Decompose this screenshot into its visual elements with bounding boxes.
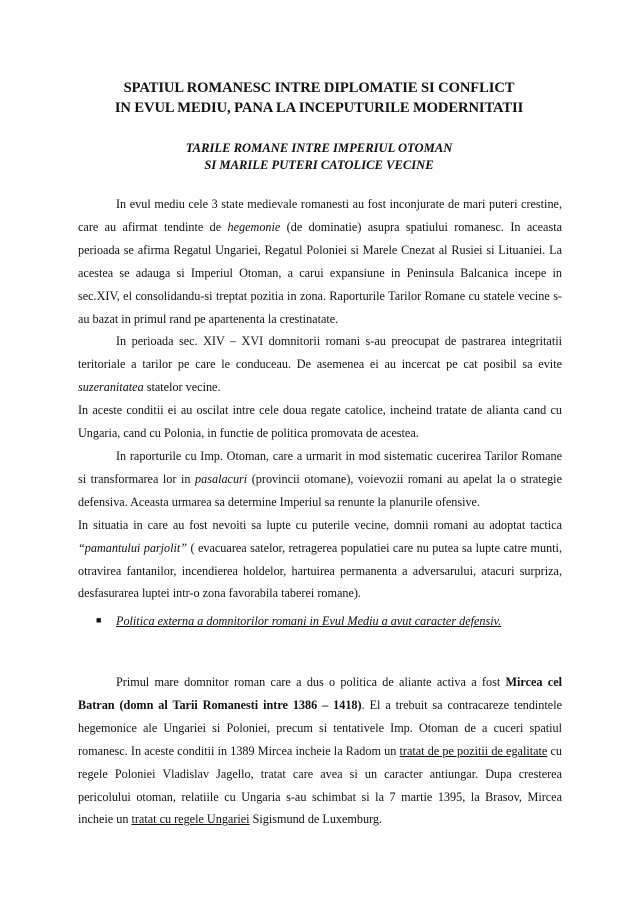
document-title <box>0 78 638 118</box>
underlined-treaty-equality: tratat de pe pozitii de egalitate <box>399 743 548 758</box>
title-line-1: SPATIUL ROMANESC INTRE DIPLOMATIE SI CONFLICT <box>123 80 515 96</box>
paragraph-6: Primul mare domnitor roman care a dus o politica de aliante activa a fost Mircea cel Batran (domn al Tarii Romanesti intre 1386 – 1418). El a trebuit sa contracareze tendintele hegemonice ale Ungariei si Poloniei, precum si tentativele Imp. Otoman de a cuceri spatiul romanesc. In aceste conditii in 1389 Mircea incheie la Radom un tratat de pe pozitii de egalitate cu regele Poloniei Vladislav Jagello, tratat care avea si un caracter antiungar. Dupa cresterea pericolului otoman, relatiile cu Ungaria s-au schimbat si la 7 martie 1395, la Brasov, Mircea incheie un tratat cu regele Ungariei Sigismund de Luxemburg. <box>78 675 562 827</box>
term-suzeranitatea: suzeranitatea <box>78 380 144 395</box>
underlined-treaty-hungary: tratat cu regele Ungariei <box>131 812 250 827</box>
term-pamantului-parjolit: “pamantului parjolit” <box>78 540 188 555</box>
bullet-list-item <box>96 610 501 631</box>
title-line-2: IN EVUL MEDIU, PANA LA INCEPUTURILE MODERNITATII <box>114 100 524 116</box>
body-block-1 <box>78 193 562 605</box>
paragraph-5: In situatia in care au fost nevoiti sa lupte cu puterile vecine, domnii romani au adoptat tactica “pamantului parjolit” ( evacuarea satelor, retragerea populatiei care nu putea sa lupte catre munti, otravirea fantanilor, incendierea holdelor, hartuirea permanenta a adversarului, atacuri surpriza, desfasurarea luptei intr-o zona favorabila taberei romane). <box>78 517 562 601</box>
bullet-text: Politica externa a domnitorilor romani in Evul Mediu a avut caracter defensiv. <box>116 614 502 628</box>
paragraph-1: In evul mediu cele 3 state medievale romanesti au fost inconjurate de mari puteri crestine, care au afirmat tendinte de hegemonie (de dominatie) asupra spatiului romanesc. In aceasta perioada se afirma Regatul Ungariei, Regatul Poloniei si Marele Cnezat al Rusiei si Lituaniei. La acestea se adauga si Imperiul Otoman, a carui expansiune in Peninsula Balcanica incepe in sec.XIV, el consolidandu-si treptat pozitia in zona. Raporturile Tarilor Romane cu statele vecine s-au bazat in primul rand pe apartenenta la crestinatate. <box>78 197 562 326</box>
mircea-cel-batran-heading: Mircea cel Batran (domn al Tarii Romanesti intre 1386 – 1418) <box>78 675 562 712</box>
term-hegemonie: hegemonie <box>227 219 281 234</box>
term-pasalacuri: pasalacuri <box>195 471 248 486</box>
paragraph-3: In aceste conditii ei au oscilat intre cele doua regate catolice, incheind tratate de alianta cand cu Ungaria, cand cu Polonia, in functie de politica promovata de acestea. <box>78 403 562 441</box>
subtitle-line-1: TARILE ROMANE INTRE IMPERIUL OTOMAN <box>185 141 453 155</box>
section-subtitle <box>0 140 638 174</box>
paragraph-2: In perioada sec. XIV – XVI domnitorii romani s-au preocupat de pastrarea integritatii teritoriale a tarilor pe care le conduceau. De asemenea ei au incercat pe cat posibil sa evite suzeranitatea statelor vecine. <box>78 334 562 395</box>
subtitle-line-2: SI MARILE PUTERI CATOLICE VECINE <box>204 158 434 172</box>
paragraph-4: In raporturile cu Imp. Otoman, care a urmarit in mod sistematic cucerirea Tarilor Romane si transformarea lor in pasalacuri (provincii otomane), voievozii romani au apelat la o strategie defensiva. Aceasta urmarea sa determine Imperiul sa renunte la planurile ofensive. <box>78 448 562 509</box>
square-bullet-icon: ■ <box>96 615 102 625</box>
body-block-2 <box>78 671 562 831</box>
